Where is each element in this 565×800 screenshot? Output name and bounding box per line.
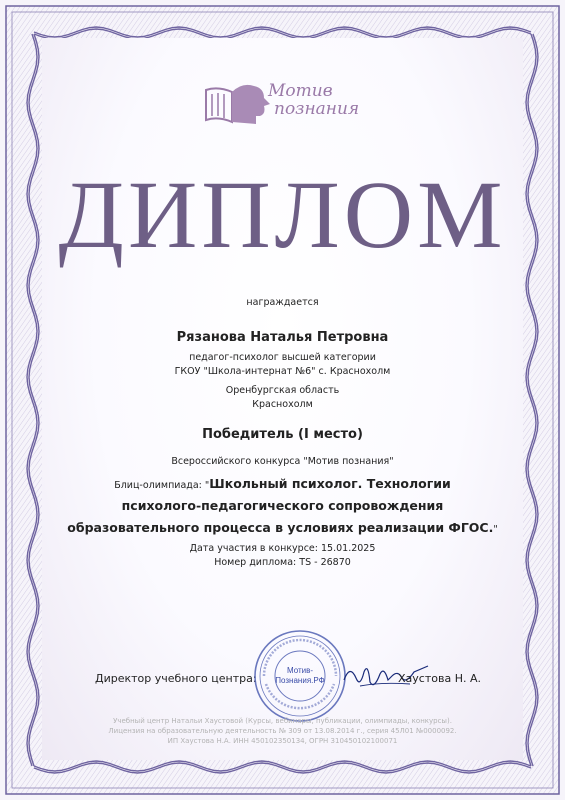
olympiad-line-3: образовательного процесса в условиях реализации ФГОС. (67, 520, 494, 535)
logo-line-2: познания (274, 99, 360, 119)
olympiad-line-2: психолого-педагогического сопровождения (121, 498, 444, 513)
recipient-position: педагог-психолог высшей категории (189, 352, 376, 363)
olympiad-title (0, 474, 565, 540)
olympiad-line-1: Школьный психолог. Технологии (209, 476, 451, 491)
diploma-number: Номер диплома: TS - 26870 (214, 557, 351, 568)
result-place: Победитель (I место) (202, 427, 363, 442)
footer-info (0, 716, 565, 746)
svg-text:Мотив-: Мотив- (286, 666, 314, 675)
director-name: Хаустова Н. А. (398, 672, 481, 685)
recipient-city: Краснохолм (252, 399, 313, 410)
svg-text:Познания.РФ: Познания.РФ (275, 676, 325, 685)
recipient-name: Рязанова Наталья Петровна (176, 330, 389, 345)
recipient-region: Оренбургская область (225, 385, 340, 396)
round-stamp-seal (252, 628, 348, 724)
footer-line-1: Учебный центр Натальи Хаустовой (Курсы, вебинары, публикации, олимпиады, конкурсы). (113, 717, 452, 725)
footer-line-3: ИП Хаустова Н.А. ИНН 450102350134, ОГРН 310450102100071 (167, 737, 398, 745)
participation-date: Дата участия в конкурсе: 15.01.2025 (189, 543, 376, 554)
logo-wordmark (268, 82, 359, 118)
olympiad-suffix: " (493, 524, 498, 535)
logo-line-1: Мотив (268, 81, 333, 101)
document-title: ДИПЛОМ (58, 161, 507, 268)
footer-line-2: Лицензия на образовательную деятельность № 309 от 13.08.2014 г., серия 45Л01 №0000092. (108, 727, 457, 735)
contest-name: Всероссийского конкурса "Мотив познания" (171, 456, 394, 467)
olympiad-prefix: Блиц-олимпиада: " (114, 480, 210, 491)
director-label: Директор учебного центра: (95, 672, 257, 685)
recipient-school: ГКОУ "Школа-интернат №6" с. Краснохолм (174, 366, 391, 377)
awarded-label: награждается (246, 297, 319, 308)
